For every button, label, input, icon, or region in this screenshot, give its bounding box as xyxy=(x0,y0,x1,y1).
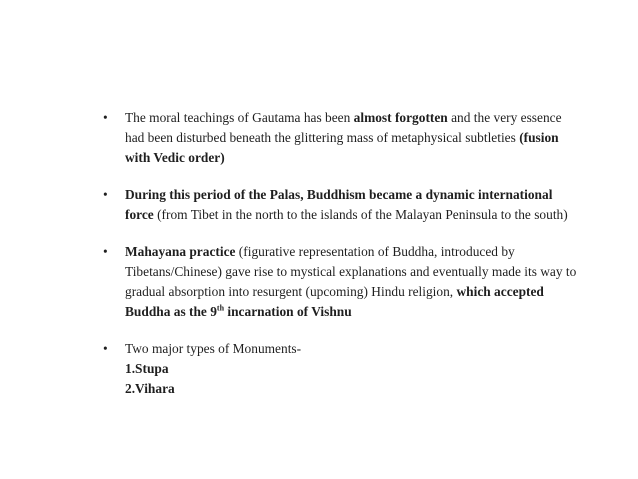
monument-type-vihara: 2.Vihara xyxy=(125,381,175,396)
bullet-dot: • xyxy=(103,341,108,356)
bullet-bold-text: Mahayana practice xyxy=(125,244,236,259)
bullet-list xyxy=(103,108,583,416)
ordinal-suffix: th xyxy=(216,303,225,313)
bullet-bold-text: almost forgotten xyxy=(353,110,448,125)
bullet-item xyxy=(103,108,583,168)
bullet-bold-text: (fusion with Vedic order) xyxy=(125,130,559,165)
bullet-item xyxy=(103,185,583,225)
bullet-text: Two major types of Monuments- xyxy=(125,341,302,356)
bullet-dot: • xyxy=(103,187,108,202)
bullet-dot: • xyxy=(103,244,108,259)
bullet-text: The moral teachings of Gautama has been xyxy=(125,110,354,125)
bullet-item xyxy=(103,339,583,399)
bullet-dot: • xyxy=(103,110,108,125)
bullet-item xyxy=(103,242,583,322)
bullet-text: and the very essence had been disturbed beneath the glittering mass of metaphysical subtleties xyxy=(125,110,562,145)
bullet-text: (figurative representation of Buddha, introduced by Tibetans/Chinese) gave rise to mystical explanations and eventually made its way to gradual absorption into resurgent (upcoming) Hindu religion, xyxy=(125,244,577,299)
bullet-bold-text: During this period of the Palas, Buddhism became a dynamic international force xyxy=(125,187,553,222)
monument-type-stupa: 1.Stupa xyxy=(125,361,169,376)
bullet-bold-text: which accepted Buddha as the 9 xyxy=(125,284,544,319)
bullet-bold-text: incarnation of Vishnu xyxy=(224,304,352,319)
bullet-text: (from Tibet in the north to the islands of the Malayan Peninsula to the south) xyxy=(153,207,568,222)
